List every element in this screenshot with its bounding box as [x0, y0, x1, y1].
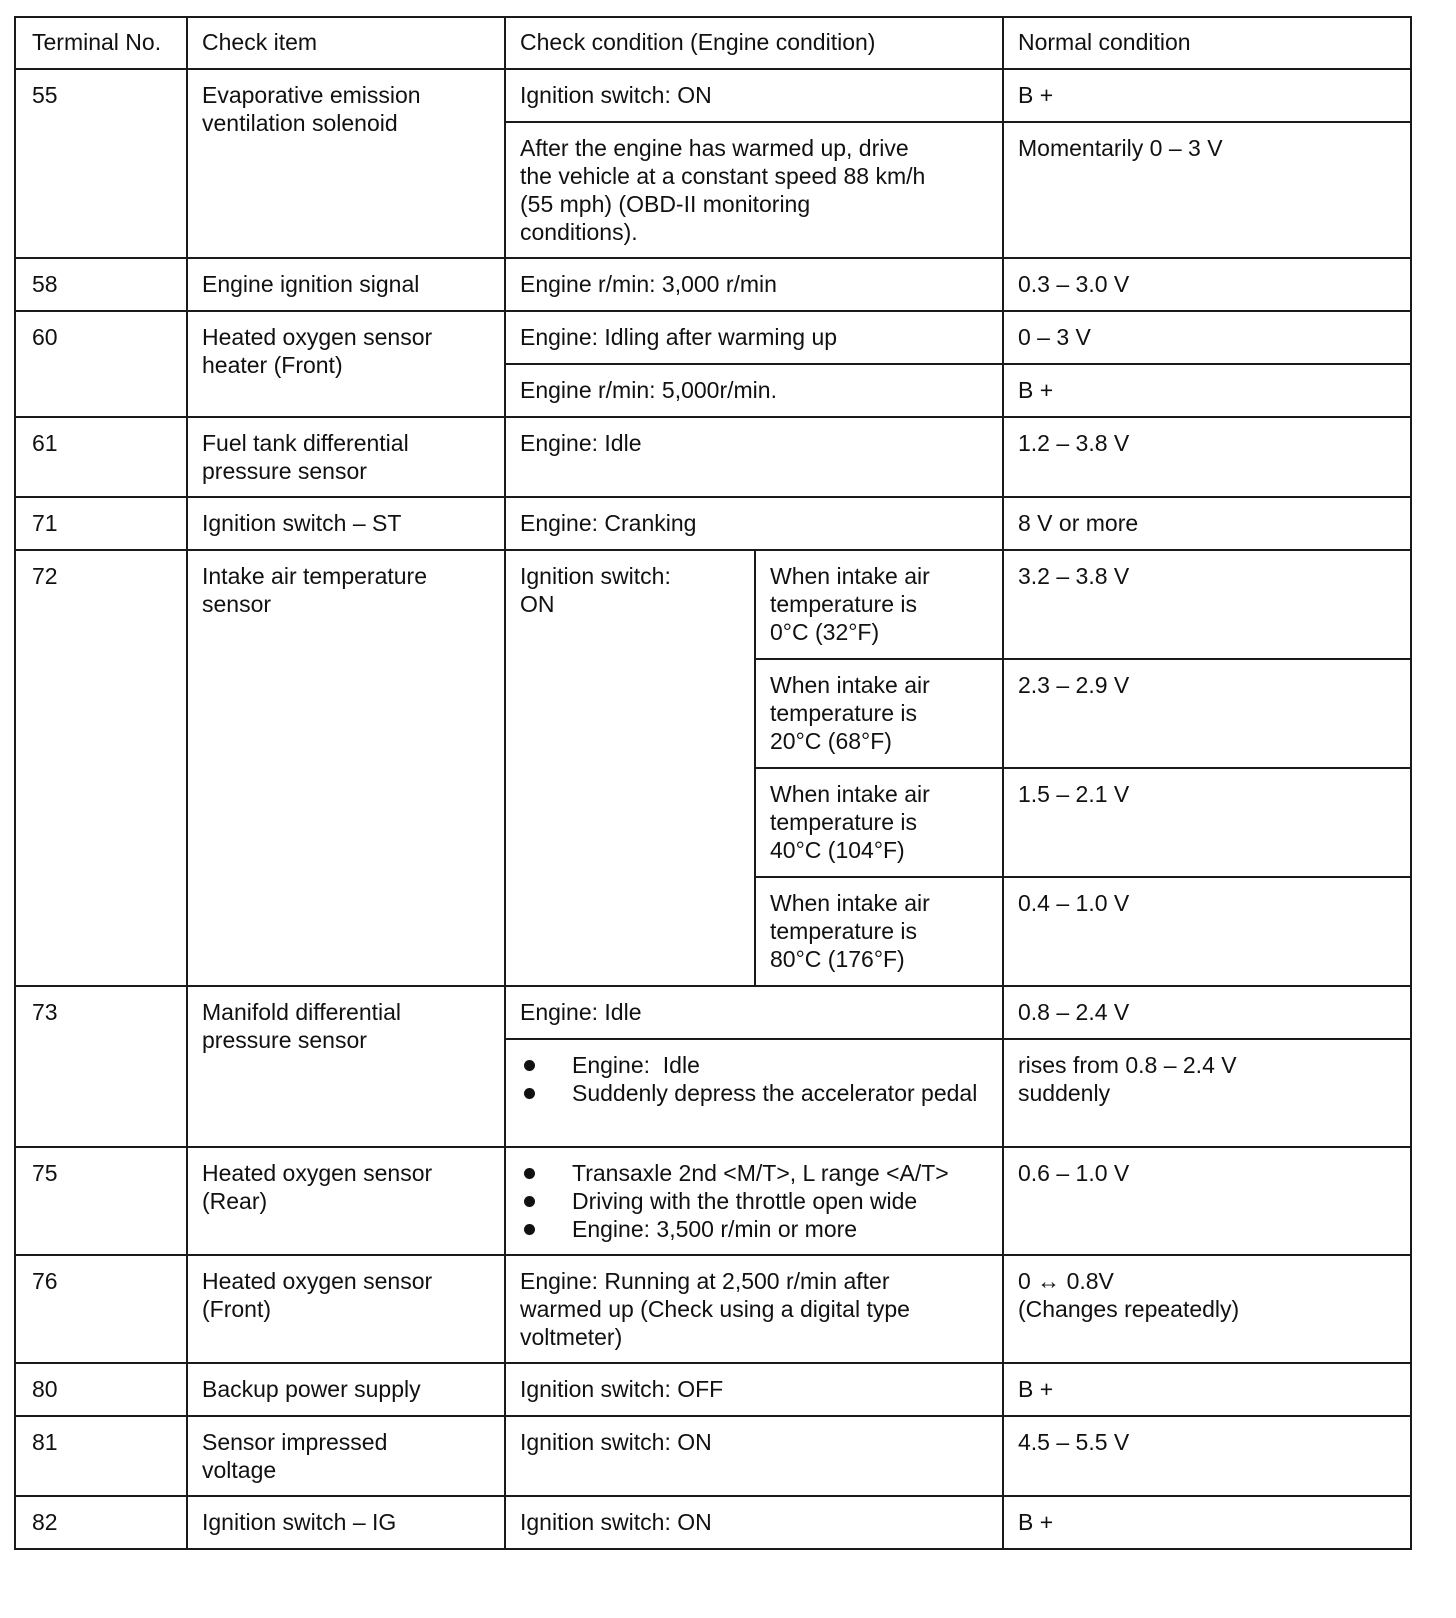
check-item: Heated oxygen sensor (Front): [187, 1255, 505, 1363]
terminal-number: 71: [15, 497, 187, 550]
table-row: [15, 1416, 1411, 1496]
header-check-item: Check item: [187, 17, 505, 69]
normal-condition: 0.3 – 3.0 V: [1003, 258, 1411, 311]
check-item: Evaporative emission ventilation solenoid: [187, 69, 505, 258]
condition-bullet-list: [520, 1051, 988, 1107]
terminal-check-table: [14, 16, 1412, 1550]
header-terminal: Terminal No.: [15, 17, 187, 69]
terminal-number: 76: [15, 1255, 187, 1363]
terminal-number: 58: [15, 258, 187, 311]
check-item: Sensor impressed voltage: [187, 1416, 505, 1496]
temperature-condition: When intake air temperature is 40°C (104°F): [755, 768, 1003, 877]
check-condition: Engine: Idle: [505, 417, 1003, 497]
terminal-number: 80: [15, 1363, 187, 1416]
check-item: Engine ignition signal: [187, 258, 505, 311]
check-condition: Engine r/min: 3,000 r/min: [505, 258, 1003, 311]
terminal-check-sheet: [14, 16, 1410, 1550]
table-row: [15, 417, 1411, 497]
check-item: Ignition switch – IG: [187, 1496, 505, 1549]
bullet-text: Transaxle 2nd <M/T>, L range <A/T>: [572, 1160, 949, 1186]
check-condition: Ignition switch: ON: [505, 550, 755, 986]
bullet-item: [520, 1187, 988, 1215]
normal-condition: B +: [1003, 364, 1411, 417]
normal-condition: 2.3 – 2.9 V: [1003, 659, 1411, 768]
bullet-item: [520, 1051, 988, 1079]
normal-condition: 3.2 – 3.8 V: [1003, 550, 1411, 659]
terminal-number: 75: [15, 1147, 187, 1255]
check-condition: After the engine has warmed up, drive the vehicle at a constant speed 88 km/h (55 mph) (OBD-II monitoring conditions).: [505, 122, 1003, 258]
check-item: Manifold differential pressure sensor: [187, 986, 505, 1147]
check-condition: Ignition switch: ON: [505, 69, 1003, 122]
normal-condition: B +: [1003, 1363, 1411, 1416]
table-row: [15, 550, 1411, 659]
terminal-number: 81: [15, 1416, 187, 1496]
check-item: Intake air temperature sensor: [187, 550, 505, 986]
normal-condition: 0 ↔ 0.8V (Changes repeatedly): [1003, 1255, 1411, 1363]
temperature-condition: When intake air temperature is 20°C (68°F): [755, 659, 1003, 768]
terminal-number: 82: [15, 1496, 187, 1549]
check-item: Heated oxygen sensor heater (Front): [187, 311, 505, 417]
header-check-condition: Check condition (Engine condition): [505, 17, 1003, 69]
table-row: [15, 1147, 1411, 1255]
bullet-icon: [524, 1088, 535, 1099]
terminal-number: 61: [15, 417, 187, 497]
bullet-text: Driving with the throttle open wide: [572, 1188, 918, 1214]
bullet-item: [520, 1159, 988, 1187]
check-item: Fuel tank differential pressure sensor: [187, 417, 505, 497]
check-condition: Engine: Running at 2,500 r/min after warmed up (Check using a digital type voltmeter): [505, 1255, 1003, 1363]
terminal-number: 73: [15, 986, 187, 1147]
check-condition: [505, 1147, 1003, 1255]
normal-condition: 1.2 – 3.8 V: [1003, 417, 1411, 497]
bullet-text: Suddenly depress the accelerator pedal: [572, 1080, 978, 1106]
check-item: Heated oxygen sensor (Rear): [187, 1147, 505, 1255]
check-condition: [505, 1039, 1003, 1147]
normal-condition: 0.6 – 1.0 V: [1003, 1147, 1411, 1255]
check-item: Backup power supply: [187, 1363, 505, 1416]
check-condition: Engine: Idling after warming up: [505, 311, 1003, 364]
normal-condition: Momentarily 0 – 3 V: [1003, 122, 1411, 258]
check-condition: Ignition switch: ON: [505, 1496, 1003, 1549]
normal-condition: B +: [1003, 69, 1411, 122]
terminal-number: 60: [15, 311, 187, 417]
normal-condition: 0 – 3 V: [1003, 311, 1411, 364]
bullet-text: Engine: Idle: [572, 1052, 700, 1078]
normal-condition: B +: [1003, 1496, 1411, 1549]
table-row: [15, 1363, 1411, 1416]
normal-condition: 0.8 – 2.4 V: [1003, 986, 1411, 1039]
terminal-number: 55: [15, 69, 187, 258]
temperature-condition: When intake air temperature is 0°C (32°F): [755, 550, 1003, 659]
check-item: Ignition switch – ST: [187, 497, 505, 550]
bullet-icon: [524, 1196, 535, 1207]
bullet-item: [520, 1215, 988, 1243]
table-row: [15, 311, 1411, 364]
header-row: [15, 17, 1411, 69]
table-row: [15, 1255, 1411, 1363]
normal-condition: 0.4 – 1.0 V: [1003, 877, 1411, 986]
table-row: [15, 986, 1411, 1039]
condition-bullet-list: [520, 1159, 988, 1243]
normal-condition: rises from 0.8 – 2.4 V suddenly: [1003, 1039, 1411, 1147]
check-condition: Ignition switch: OFF: [505, 1363, 1003, 1416]
normal-condition: 8 V or more: [1003, 497, 1411, 550]
check-condition: Engine: Idle: [505, 986, 1003, 1039]
temperature-condition: When intake air temperature is 80°C (176°F): [755, 877, 1003, 986]
bullet-icon: [524, 1224, 535, 1235]
table-row: [15, 69, 1411, 122]
bullet-icon: [524, 1168, 535, 1179]
bullet-icon: [524, 1060, 535, 1071]
normal-condition: 4.5 – 5.5 V: [1003, 1416, 1411, 1496]
table-row: [15, 258, 1411, 311]
bullet-item: [520, 1079, 988, 1107]
check-condition: Ignition switch: ON: [505, 1416, 1003, 1496]
bullet-text: Engine: 3,500 r/min or more: [572, 1216, 858, 1242]
table-row: [15, 497, 1411, 550]
check-condition: Engine r/min: 5,000r/min.: [505, 364, 1003, 417]
header-normal-condition: Normal condition: [1003, 17, 1411, 69]
terminal-number: 72: [15, 550, 187, 986]
normal-condition: 1.5 – 2.1 V: [1003, 768, 1411, 877]
table-row: [15, 1496, 1411, 1549]
check-condition: Engine: Cranking: [505, 497, 1003, 550]
